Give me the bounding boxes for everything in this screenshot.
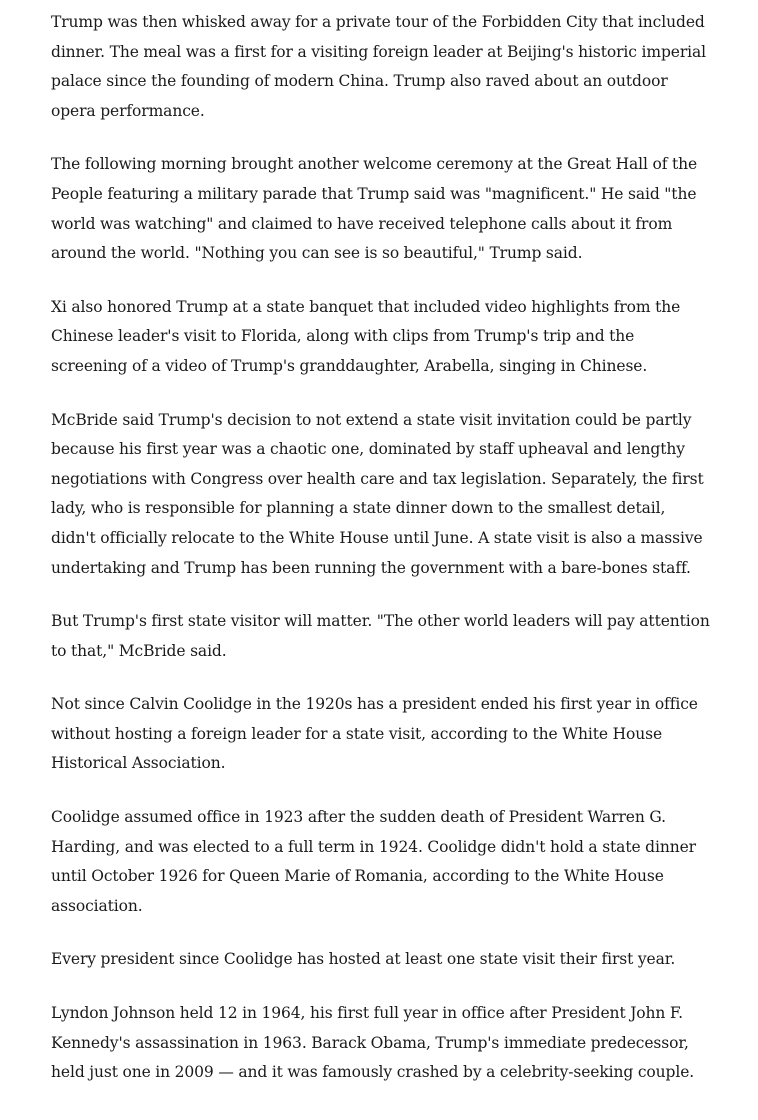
- paragraph: But Trump's first state visitor will matter. "The other world leaders will pay attention to that," McBride said.: [51, 612, 710, 660]
- paragraph: The following morning brought another welcome ceremony at the Great Hall of the People featuring a military parade that Trump said was "magnificent." He said "the world was watching" and claimed to have received telephone calls about it from around the world. "Nothing you can see is so beautiful," Trump said.: [51, 155, 698, 263]
- paragraph: Xi also honored Trump at a state banquet that included video highlights from the Chinese leader's visit to Florida, along with clips from Trump's trip and the screening of a video of Trump's granddaughter, Arabella, singing in Chinese.: [51, 297, 681, 375]
- paragraph: Lyndon Johnson held 12 in 1964, his first full year in office after President John F. Kennedy's assassination in 1963. Barack Obama, Trump's immediate predecessor, held just one in 2009 — and it was famously crashed by a celebrity-seeking couple.: [51, 1004, 695, 1082]
- paragraph: Coolidge assumed office in 1923 after the sudden death of President Warren G. Harding, and was elected to a full term in 1924. Coolidge didn't hold a state dinner until October 1926 for Queen Marie of Romania, according to the White House association.: [51, 808, 696, 915]
- paragraph: Trump was then whisked away for a private tour of the Forbidden City that included dinner. The meal was a first for a visiting foreign leader at Beijing's historic imperial palace since the founding of modern China. Trump also raved about an outdoor opera performance.: [51, 13, 706, 120]
- paragraph: McBride said Trump's decision to not extend a state visit invitation could be partly because his first year was a chaotic one, dominated by staff upheaval and lengthy negotiations with Congress over health care and tax legislation. Separately, the first lady, who is responsible for planning a state dinner down to the smallest detail, didn't officially relocate to the White House until June. A state visit is also a massive undertaking and Trump has been running the government with a bare-bones staff.: [51, 410, 704, 577]
- paragraph: Every president since Coolidge has hosted at least one state visit their first year.: [51, 950, 676, 969]
- article-body: [51, 8, 711, 1112]
- paragraph: Not since Calvin Coolidge in the 1920s has a president ended his first year in office without hosting a foreign leader for a state visit, according to the White House Historical Association.: [51, 695, 698, 773]
